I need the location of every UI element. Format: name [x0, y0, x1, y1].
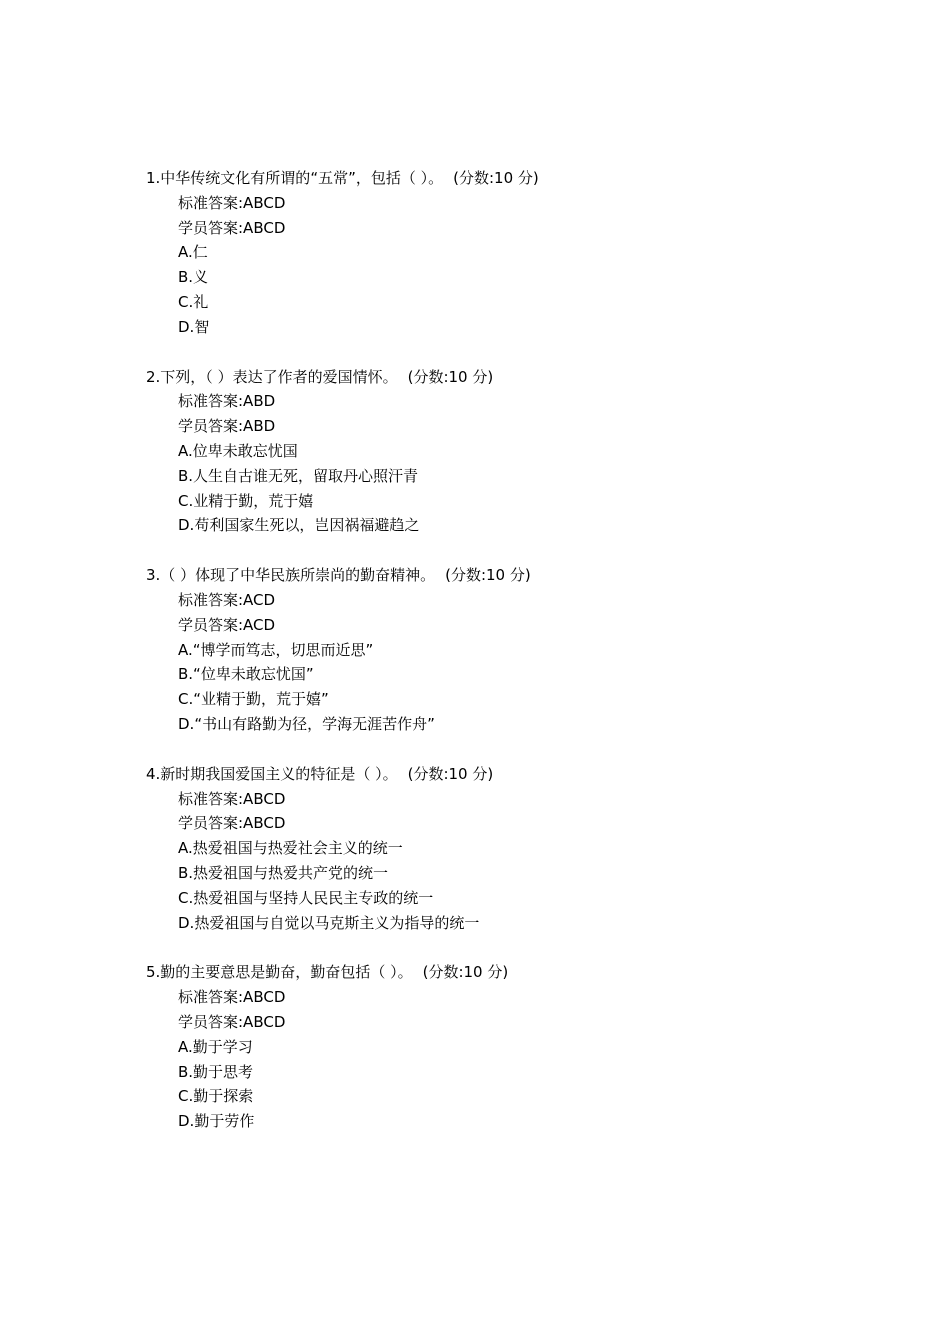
question-title-line	[146, 166, 846, 191]
option-a: A.热爱祖国与热爱社会主义的统一	[178, 839, 403, 858]
option-b: B.勤于思考	[178, 1062, 254, 1081]
option-b: B.热爱祖国与热爱共产党的统一	[178, 863, 389, 882]
question-score: (分数:10 分)	[407, 367, 494, 386]
question-score: (分数:10 分)	[445, 566, 531, 585]
option-c: C.热爱祖国与坚持人民民主专政的统一	[178, 888, 434, 907]
question-list	[146, 166, 846, 1159]
option-d: D.勤于劳作	[178, 1112, 255, 1131]
standard-answer: 标准答案:ACD	[178, 590, 276, 609]
standard-answer: 标准答案:ABCD	[178, 789, 286, 808]
question-title: 3.（ ）体现了中华民族所崇尚的勤奋精神。	[146, 566, 436, 585]
question-title-line	[146, 365, 846, 390]
option-d: D.热爱祖国与自觉以马克斯主义为指导的统一	[178, 913, 480, 932]
question-score: (分数:10 分)	[407, 764, 494, 783]
student-answer: 学员答案:ABCD	[178, 1012, 286, 1031]
question-score: (分数:10 分)	[422, 963, 509, 982]
question-title: 1.中华传统文化有所谓的“五常”，包括（ ）。	[146, 169, 444, 187]
student-answer: 学员答案:ABD	[178, 417, 276, 436]
question-title-line	[146, 563, 846, 588]
student-answer: 学员答案:ABCD	[178, 814, 286, 833]
question-title: 5.勤的主要意思是勤奋，勤奋包括（ ）。	[146, 963, 413, 982]
question-block	[146, 166, 846, 340]
standard-answer: 标准答案:ABCD	[178, 193, 286, 212]
question-score: (分数:10 分)	[453, 169, 539, 187]
question-title: 4.新时期我国爱国主义的特征是（ ）。	[146, 764, 398, 783]
question-block	[146, 563, 846, 737]
question-block	[146, 762, 846, 936]
question-title-line	[146, 960, 846, 985]
option-b: B.义	[178, 268, 209, 287]
option-a: A.勤于学习	[178, 1037, 253, 1056]
question-block	[146, 365, 846, 539]
option-b: B.“位卑未敢忘忧国”	[178, 665, 314, 684]
option-b: B.人生自古谁无死，留取丹心照汗青	[178, 466, 419, 485]
question-title: 2.下列，（ ）表达了作者的爱国情怀。	[146, 367, 398, 386]
option-d: D.智	[178, 317, 210, 336]
standard-answer: 标准答案:ABCD	[178, 988, 286, 1007]
option-c: C.“业精于勤，荒于嬉”	[178, 690, 329, 709]
option-a: A.位卑未敢忘忧国	[178, 441, 298, 460]
student-answer: 学员答案:ABCD	[178, 218, 286, 237]
standard-answer: 标准答案:ABD	[178, 392, 276, 411]
option-d: D.“书山有路勤为径，学海无涯苦作舟”	[178, 714, 435, 733]
option-d: D.苟利国家生死以，岂因祸福避趋之	[178, 516, 420, 535]
option-a: A.“博学而笃志，切思而近思”	[178, 640, 374, 659]
option-c: C.业精于勤，荒于嬉	[178, 491, 314, 510]
student-answer: 学员答案:ACD	[178, 615, 276, 634]
option-c: C.勤于探索	[178, 1087, 254, 1106]
question-title-line	[146, 762, 846, 787]
option-c: C.礼	[178, 292, 209, 311]
question-block	[146, 960, 846, 1134]
option-a: A.仁	[178, 243, 208, 262]
